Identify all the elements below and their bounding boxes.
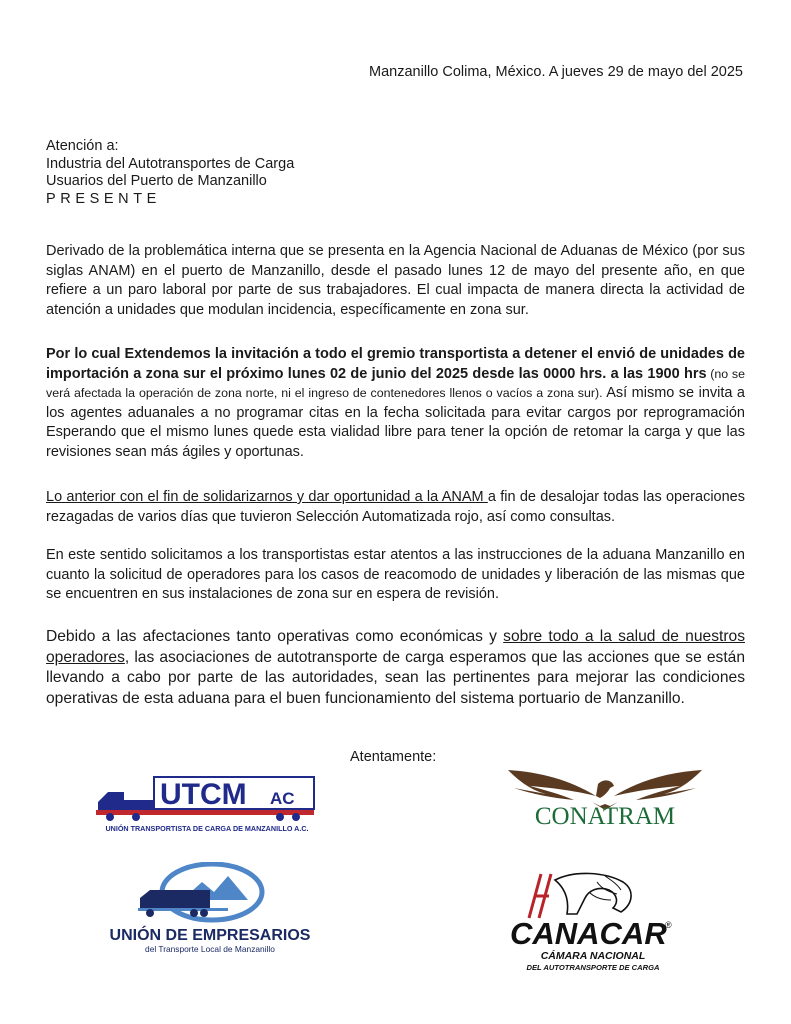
utcm-suffix: AC: [270, 789, 295, 808]
paragraph-2-bold: Por lo cual Extendemos la invitación a todo el gremio transportista a detener el envió de unidades de importación a zona sur el próximo lunes 02 de junio del 2025 desde las 0000 hrs. a las 1900 hrs: [46, 346, 745, 382]
letter-date: Manzanillo Colima, México. A jueves 29 de mayo del 2025: [369, 64, 743, 80]
paragraph-1: Derivado de la problemática interna que se presenta en la Agencia Nacional de Aduanas de México (por sus siglas ANAM) en el puerto de Manzanillo, desde el pasado lunes 12 de mayo del presente año, en que refiere a un paro laboral por parte de sus trabajadores. El cual impacta de manera directa la actividad de atención a unidades que modulan incidencia, específicamente en zona sur.: [46, 243, 745, 318]
paragraph-2-rest: Así mismo se invita a los agentes aduanales a no programar citas en la fecha solicitada para evitar cargos por reprogramación Esperando que el mismo lunes quede esta vialidad libre para tener la opción de retomar la carga y que las revisiones sean más ágiles y oportunas.: [46, 385, 745, 460]
truck-globe-icon: [138, 864, 262, 920]
paragraph-5: [46, 627, 745, 709]
paragraph-5-rest: , las asociaciones de autotransporte de carga esperamos que las acciones que se están llevando a cabo por parte de las autoridades, sean las pertinentes para mejorar las condiciones operativas de esta aduana para el buen funcionamiento del sistema portuario de Manzanillo.: [46, 648, 745, 707]
utcm-logo: [94, 776, 320, 834]
union-name: UNIÓN DE EMPRESARIOS: [110, 927, 310, 944]
recipient-block: [46, 138, 294, 208]
closing-text: Atentamente:: [350, 749, 437, 765]
eagle-head-icon: [529, 873, 631, 918]
paragraph-5-underlined: sobre todo a la salud de nuestros operadores: [46, 628, 745, 666]
paragraph-5-start: Debido a las afectaciones tanto operativas como económicas y: [46, 628, 504, 645]
canacar-registered: ®: [665, 920, 672, 930]
paragraph-3: [46, 488, 745, 527]
canacar-line-2: DEL AUTOTRANSPORTE DE CARGA: [526, 963, 660, 972]
conatram-logo: [500, 766, 710, 828]
utcm-name: UTCM: [160, 778, 247, 811]
canacar-line-1: CÁMARA NACIONAL: [540, 950, 646, 962]
canacar-logo: [505, 868, 685, 978]
canacar-name: CANACAR: [510, 916, 667, 951]
union-tagline: del Transporte Local de Manzanillo: [145, 944, 275, 954]
paragraph-2: [46, 345, 745, 462]
conatram-name: CONATRAM: [534, 803, 676, 828]
recipient-line-1: Industria del Autotransportes de Carga: [46, 155, 295, 172]
recipient-line-2: Usuarios del Puerto de Manzanillo: [46, 173, 267, 189]
paragraph-3-underlined: Lo anterior con el fin de solidarizarnos y dar oportunidad a la ANAM: [46, 489, 488, 505]
paragraph-4: En este sentido solicitamos a los transportistas estar atentos a las instrucciones de la aduana Manzanillo en cuanto la solicitud de operadores para los casos de reacomodo de unidades y liberación de las mismas que se encuentren en sus instalaciones de zona sur en espera de revisión.: [46, 547, 745, 602]
paragraph-3-rest: a fin de desalojar todas las operaciones rezagadas de varios días que tuvieron Selección Automatizada rojo, así como consultas.: [46, 489, 745, 525]
presente-label: PRESENTE: [46, 190, 161, 207]
attention-label: Atención a:: [46, 138, 119, 154]
paragraph-2-note: (no se verá afectada la operación de zona norte, ni el ingreso de contenedores llenos o vacíos a zona sur).: [46, 366, 745, 400]
union-empresarios-logo: [110, 862, 310, 954]
utcm-tagline: UNIÓN TRANSPORTISTA DE CARGA DE MANZANILLO A.C.: [105, 824, 309, 833]
